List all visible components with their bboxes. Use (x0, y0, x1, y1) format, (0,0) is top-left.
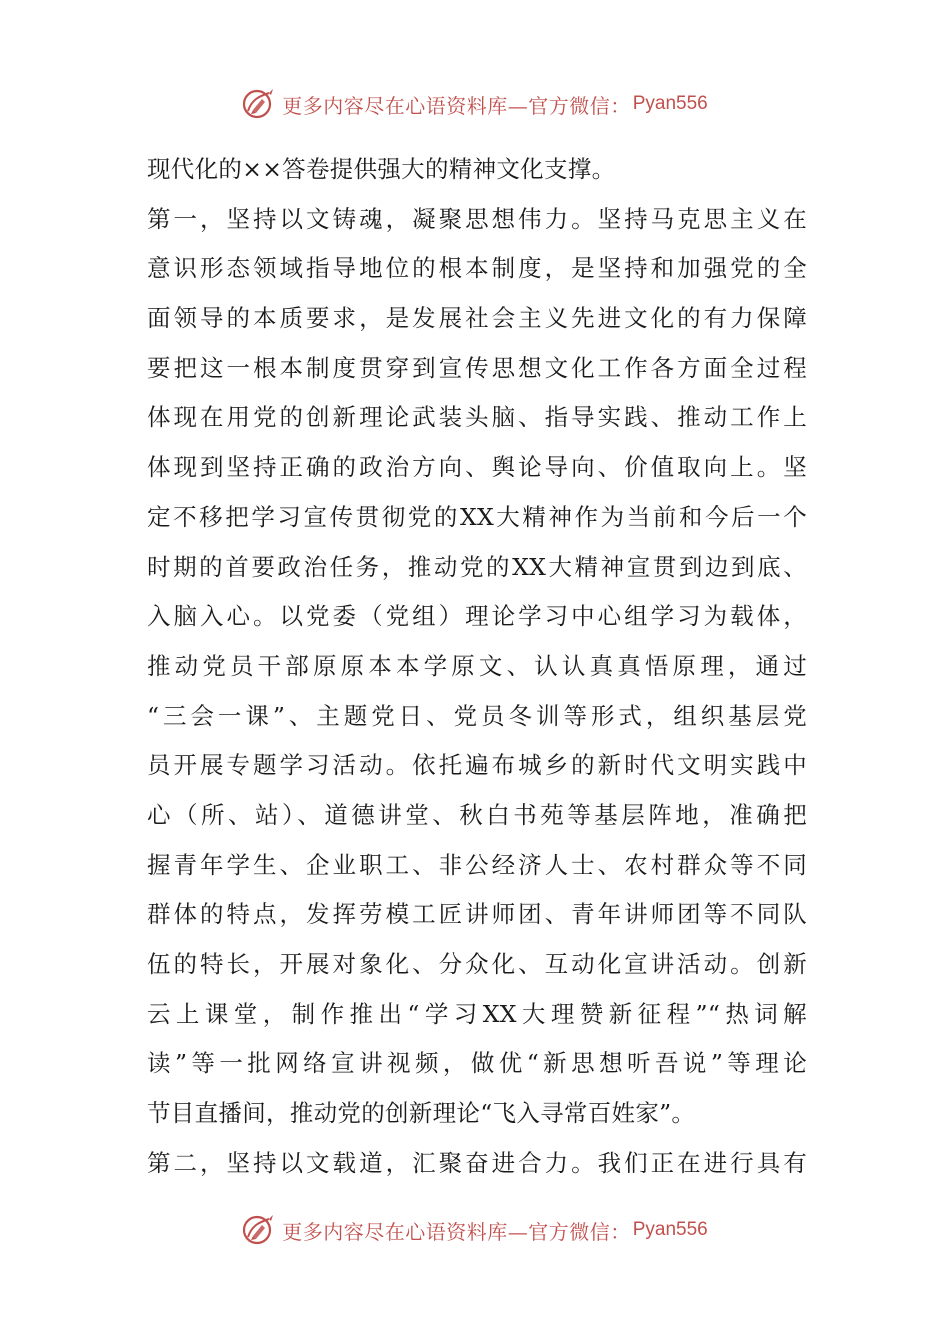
text-line: 入脑入心。以党委（党组）理论学习中心组学习为载体， (147, 602, 807, 631)
text-line: 现代化的××答卷提供强大的精神文化支撑。 (147, 155, 616, 183)
banner-text: 更多内容尽在心语资料库—官方微信： (282, 1219, 631, 1244)
text-line: 要把这一根本制度贯穿到宣传思想文化工作各方面全过程 (147, 353, 807, 382)
footer-watermark-banner (0, 1210, 950, 1250)
header-watermark-banner (0, 84, 950, 124)
text-line: 读”等一批网络宣讲视频，做优“新思想听吾说”等理论 (147, 1049, 807, 1078)
banner-wechat-id: Pyan556 (632, 93, 708, 114)
text-line: 第二，坚持以文载道，汇聚奋进合力。我们正在进行具有 (147, 1148, 807, 1177)
text-line: 握青年学生、企业职工、非公经济人士、农村群众等不同 (147, 850, 807, 879)
text-line: 体现在用党的创新理论武装头脑、指导实践、推动工作上 (147, 403, 807, 432)
text-line: 时期的首要政治任务，推动党的XX大精神宣贯到边到底、 (147, 552, 807, 581)
text-line: 节目直播间，推动党的创新理论“飞入寻常百姓家”。 (147, 1099, 696, 1128)
text-line: 体现到坚持正确的政治方向、舆论导向、价值取向上。坚 (147, 453, 807, 482)
text-line: 第一，坚持以文铸魂，凝聚思想伟力。坚持马克思主义在 (147, 204, 807, 233)
text-line: 面领导的本质要求，是发展社会主义先进文化的有力保障 (147, 304, 807, 333)
text-line: 群体的特点，发挥劳模工匠讲师团、青年讲师团等不同队 (147, 900, 807, 929)
text-line: 心（所、站）、道德讲堂、秋白书苑等基层阵地，准确把 (147, 800, 807, 829)
banner-text: 更多内容尽在心语资料库—官方微信： (282, 93, 631, 118)
pen-logo-icon (242, 1213, 276, 1247)
document-body (147, 149, 807, 1192)
banner-wechat-id: Pyan556 (632, 1219, 708, 1240)
text-line: “三会一课”、主题党日、党员冬训等形式，组织基层党 (147, 701, 807, 730)
text-line: 推动党员干部原原本本学原文、认认真真悟原理，通过 (147, 651, 807, 680)
pen-logo-icon (242, 87, 276, 121)
text-line: 员开展专题学习活动。依托遍布城乡的新时代文明实践中 (147, 751, 807, 780)
text-line: 定不移把学习宣传贯彻党的XX大精神作为当前和今后一个 (147, 502, 807, 531)
text-line: 意识形态领域指导地位的根本制度，是坚持和加强党的全 (147, 254, 807, 283)
text-line: 云上课堂，制作推出“学习XX大理赞新征程”“热词解 (147, 999, 807, 1028)
text-line: 伍的特长，开展对象化、分众化、互动化宣讲活动。创新 (147, 950, 807, 978)
